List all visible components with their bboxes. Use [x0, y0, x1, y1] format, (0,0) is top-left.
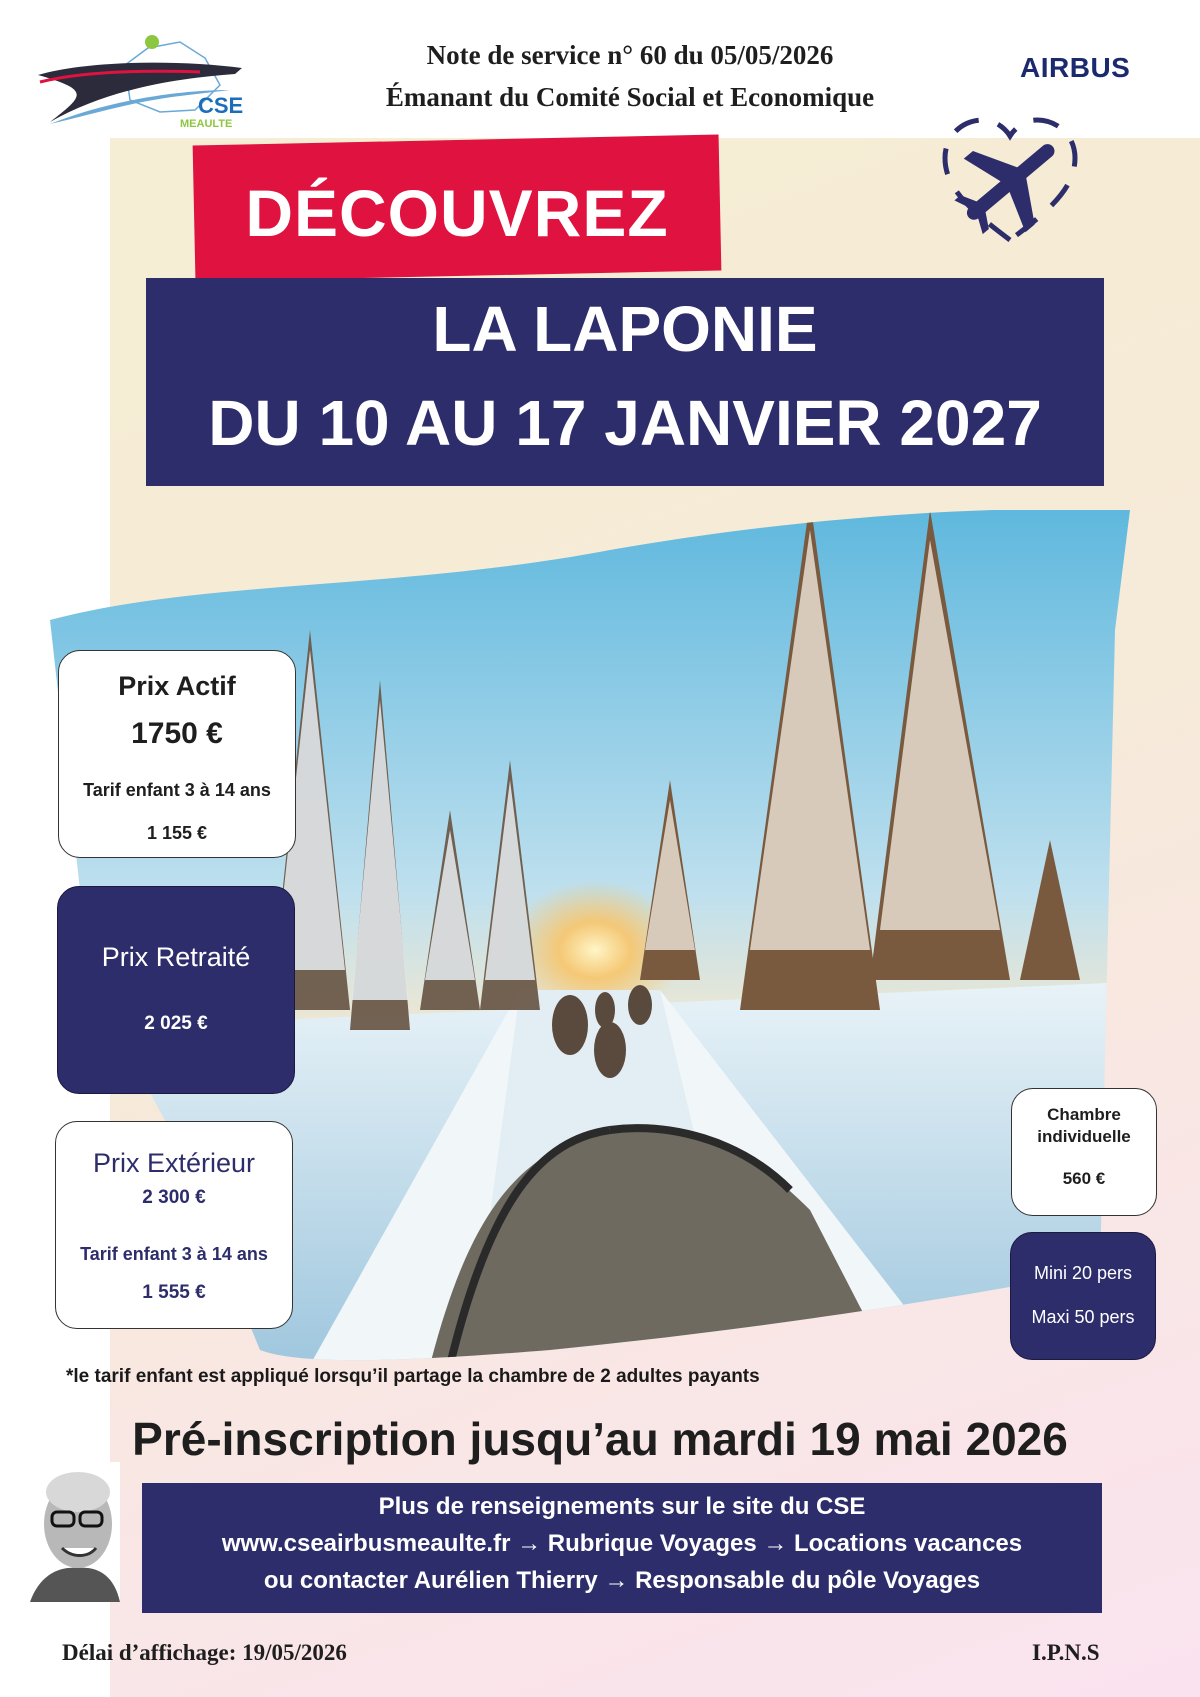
ipns-mention: I.P.N.S [1032, 1640, 1100, 1665]
child-rate-note: *le tarif enfant est appliqué lorsqu’il partage la chambre de 2 adultes payants [66, 1366, 760, 1387]
price-box-retraite [57, 886, 295, 1094]
price-exterieur-value: 2 300 € [142, 1187, 206, 1208]
price-retraite-value: 2 025 € [144, 1013, 208, 1034]
airbus-logo: AIRBUS [1020, 52, 1131, 83]
info-banner [142, 1483, 1102, 1613]
price-actif-value: 1750 € [131, 717, 223, 750]
cse-logo [30, 30, 270, 145]
capacity-max: Maxi 50 pers [1031, 1307, 1135, 1327]
trip-dates: DU 10 AU 17 JANVIER 2027 [208, 387, 1042, 459]
price-box-chambre [1011, 1088, 1157, 1216]
price-box-actif [58, 650, 296, 858]
preinscription-deadline: Pré-inscription jusqu’au mardi 19 mai 2026 [132, 1413, 1068, 1465]
logo-subtext: MEAULTE [180, 118, 233, 130]
capacity-box [1010, 1232, 1156, 1360]
info-line-2-website[interactable]: www.cseairbusmeaulte.fr → Rubrique Voyages → Locations vacances [221, 1530, 1023, 1557]
capacity-min: Mini 20 pers [1033, 1263, 1133, 1283]
price-actif-title: Prix Actif [118, 671, 236, 701]
price-actif-child-label: Tarif enfant 3 à 14 ans [83, 780, 271, 800]
discover-text: DÉCOUVREZ [245, 176, 669, 250]
plane-heart-icon [935, 110, 1085, 250]
price-actif-child-value: 1 155 € [146, 823, 208, 843]
display-deadline: Délai d’affichage: 19/05/2026 [62, 1640, 347, 1665]
logo-text: CSE [198, 93, 244, 118]
header-line-2: Émanant du Comité Social et Economique [385, 82, 875, 112]
info-line-3-contact: ou contacter Aurélien Thierry → Responsable du pôle Voyages [263, 1567, 981, 1594]
chambre-price: 560 € [1062, 1169, 1106, 1188]
destination-banner [146, 278, 1104, 486]
destination-title: LA LAPONIE [432, 293, 818, 365]
price-box-exterieur [55, 1121, 293, 1329]
price-retraite-title: Prix Retraité [101, 942, 251, 972]
chambre-line-1: Chambre [1047, 1105, 1121, 1124]
header-line-1: Note de service n° 60 du 05/05/2026 [426, 40, 834, 70]
price-exterieur-child-label: Tarif enfant 3 à 14 ans [80, 1244, 268, 1264]
price-exterieur-title: Prix Extérieur [92, 1148, 256, 1178]
chambre-line-2: individuelle [1037, 1127, 1131, 1146]
price-exterieur-child-value: 1 555 € [142, 1282, 206, 1303]
info-line-1: Plus de renseignements sur le site du CSE [378, 1493, 866, 1520]
contact-portrait [30, 1462, 120, 1602]
